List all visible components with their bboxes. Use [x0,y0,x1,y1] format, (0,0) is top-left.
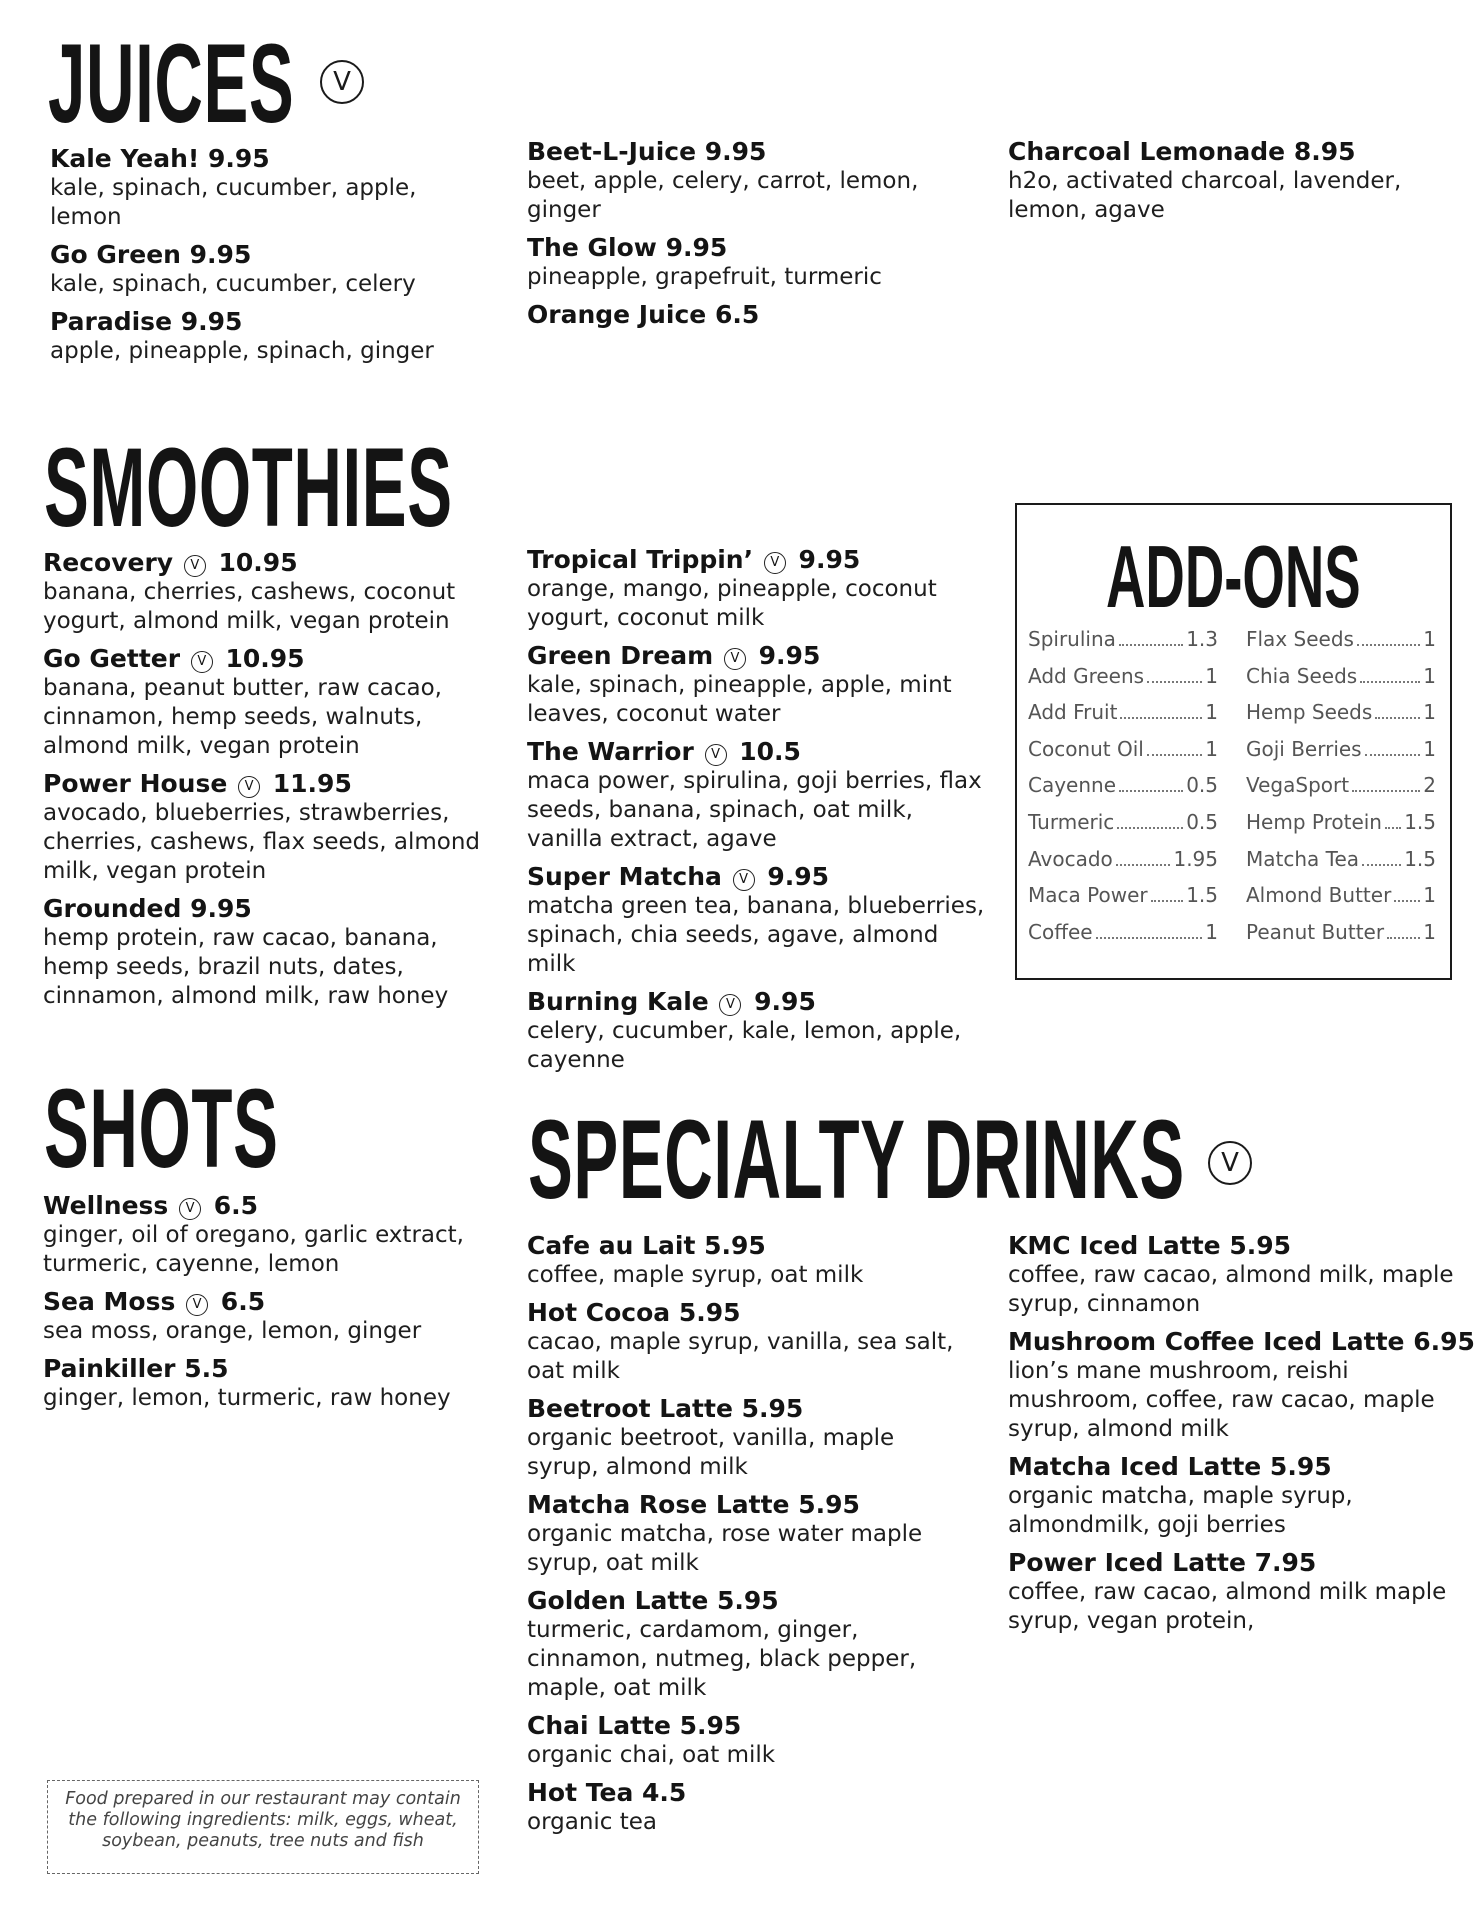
dot-leader [1387,937,1420,939]
menu-item [1008,137,1428,225]
menu-item-price: 5.5 [184,1354,229,1383]
menu-item-description: avocado, blueberries, strawberries, cherries, cashews, flax seeds, almond milk, vegan protein [43,800,481,884]
addon-name: Coconut Oil [1028,736,1144,761]
smoothies-heading: SMOOTHIES [44,425,453,550]
addon-name: Spirulina [1028,627,1116,651]
addon-name: Coffee [1028,919,1093,944]
menu-item-name: Mushroom Coffee Iced Latte 6.95 [1008,1327,1475,1356]
menu-item-description: kale, spinach, cucumber, celery [50,271,416,297]
menu-item-description: banana, peanut butter, raw cacao, cinnamon, hemp seeds, walnuts, almond milk, vegan protein [43,675,442,759]
menu-item-name [43,644,483,674]
menu-item-description: cacao, maple syrup, vanilla, sea salt, oat milk [527,1329,954,1384]
menu-item-name: Chai Latte 5.95 [527,1711,742,1740]
menu-item-description: matcha green tea, banana, blueberries, spinach, chia seeds, agave, almond milk [527,893,985,977]
menu-item-description: coffee, raw cacao, almond milk, maple syrup, cinnamon [1008,1262,1454,1317]
addon-name: Flax Seeds [1246,627,1354,651]
addons-box [1015,503,1452,980]
addon-name: Goji Berries [1246,736,1362,761]
menu-item-description: h2o, activated charcoal, lavender, lemon, agave [1008,168,1402,223]
vegan-icon: V [184,555,206,577]
addon-name: Peanut Butter [1246,919,1385,944]
addon-row [1028,920,1218,957]
menu-item-name [527,641,992,671]
dot-leader [1119,644,1183,646]
shots-heading: SHOTS [44,1066,279,1191]
menu-item-name: Hot Cocoa 5.95 [527,1298,741,1327]
addon-name: Hemp Seeds [1246,700,1373,725]
addons-left-column [1028,627,1218,956]
menu-item-title: The Warrior [527,737,694,766]
menu-item [50,307,470,366]
menu-item-description: beet, apple, celery, carrot, lemon, ginger [527,168,919,223]
menu-item [527,987,992,1075]
addon-price: 1 [1205,919,1218,944]
addon-price: 0.5 [1186,773,1218,798]
menu-item-name: Paradise 9.95 [50,307,243,336]
menu-item [527,1231,967,1290]
dot-leader [1151,900,1184,902]
menu-item-name: Hot Tea 4.5 [527,1778,687,1807]
menu-item-title: Super Matcha [527,862,722,891]
menu-item [43,894,483,1011]
addon-row [1246,810,1436,847]
menu-item-name: Matcha Iced Latte 5.95 [1008,1452,1332,1481]
menu-item-title: Green Dream [527,641,714,670]
dot-leader [1147,681,1202,683]
menu-item-description: kale, spinach, pineapple, apple, mint leaves, coconut water [527,672,952,727]
dot-leader [1375,717,1420,719]
menu-item-description: coffee, raw cacao, almond milk maple syrup, vegan protein, [1008,1579,1447,1634]
menu-item-price: 6.5 [213,1191,259,1220]
shots-column [43,1191,483,1421]
vegan-icon: V [705,744,727,766]
addon-name: Avocado [1028,846,1113,871]
allergen-notice: Food prepared in our restaurant may contain the following ingredients: milk, eggs, wheat, soybean, peanuts, tree nuts and fish [47,1780,479,1874]
menu-item-description: kale, spinach, cucumber, apple, lemon [50,175,417,230]
specialty-drinks-heading: SPECIALTY DRINKS [528,1097,1185,1222]
menu-item [527,545,992,633]
addon-price: 1.95 [1173,846,1218,871]
menu-item-name [43,548,483,578]
addon-price: 1.5 [1404,846,1436,871]
menu-item [1008,1452,1478,1540]
addon-name: Matcha Tea [1246,846,1360,871]
dot-leader [1117,827,1183,829]
addon-name: Add Greens [1028,663,1145,688]
menu-item [527,1778,967,1837]
juices-column-1 [50,144,470,374]
menu-item-price: 9.95 [767,862,829,891]
menu-item-price: 6.5 [220,1287,266,1316]
juices-heading: JUICES [48,21,295,146]
addon-row [1028,627,1218,664]
menu-item [43,1354,483,1413]
menu-item-name: Power Iced Latte 7.95 [1008,1548,1317,1577]
addon-name: Maca Power [1028,883,1148,908]
addon-price: 1.3 [1186,627,1218,651]
menu-item-description: hemp protein, raw cacao, banana, hemp seeds, brazil nuts, dates, cinnamon, almond milk, raw honey [43,925,449,1009]
menu-item-name: Beetroot Latte 5.95 [527,1394,804,1423]
menu-item-description: turmeric, cardamom, ginger, cinnamon, nutmeg, black pepper, maple, oat milk [527,1617,917,1701]
dot-leader [1394,900,1420,902]
addon-price: 1.5 [1404,809,1436,834]
menu-item-description: orange, mango, pineapple, coconut yogurt, coconut milk [527,576,937,631]
menu-item-description: maca power, spirulina, goji berries, flax seeds, banana, spinach, oat milk, vanilla extract, agave [527,768,982,852]
menu-item [527,1394,967,1482]
menu-item-price: 9.95 [798,545,861,574]
addon-row [1028,700,1218,737]
menu-item [527,1711,967,1770]
addon-name: Cayenne [1028,773,1117,798]
addon-row [1028,737,1218,774]
menu-item [527,1586,967,1703]
dot-leader [1360,681,1420,683]
menu-item [43,1287,483,1346]
addon-row [1028,664,1218,701]
addon-name: Almond Butter [1246,883,1392,908]
addon-row [1246,664,1436,701]
vegan-icon: V [1208,1141,1252,1185]
vegan-icon: V [764,552,786,574]
addons-right-column [1246,627,1436,956]
menu-item-name [527,987,992,1017]
addon-row [1246,773,1436,810]
addon-price: 1.5 [1186,883,1218,908]
vegan-icon: V [186,1294,208,1316]
addon-row [1028,810,1218,847]
menu-item-description: organic chai, oat milk [527,1742,776,1768]
menu-item-name [527,545,992,575]
menu-item-title: Tropical Trippin’ [527,545,754,574]
vegan-icon: V [724,648,746,670]
dot-leader [1120,717,1202,719]
menu-item-name [43,1287,483,1317]
menu-item-description: ginger, lemon, turmeric, raw honey [43,1385,451,1411]
vegan-icon: V [320,60,364,104]
smoothies-column-2 [527,545,992,1083]
specialty-column-1 [527,1231,967,1845]
menu-item-title: Power House [43,769,228,798]
addon-price: 1 [1423,663,1436,688]
dot-leader [1357,644,1420,646]
dot-leader [1365,754,1421,756]
dot-leader [1362,864,1401,866]
addon-row [1028,883,1218,920]
menu-item-title: Painkiller [43,1354,176,1383]
menu-item-name: Go Green 9.95 [50,240,252,269]
menu-item-description: organic matcha, maple syrup, almondmilk, goji berries [1008,1483,1353,1538]
menu-item-name: Cafe au Lait 5.95 [527,1231,766,1260]
menu-item-title: Sea Moss [43,1287,176,1316]
menu-item [527,1490,967,1578]
vegan-icon: V [179,1198,201,1220]
menu-item [527,641,992,729]
addon-price: 2 [1423,773,1436,798]
menu-item-name [527,737,992,767]
menu-item [527,233,947,292]
addon-name: Chia Seeds [1246,663,1358,688]
addon-price: 1 [1423,736,1436,761]
addon-price: 1 [1423,883,1436,908]
menu-item [43,644,483,761]
menu-item-description: sea moss, orange, lemon, ginger [43,1318,422,1344]
juices-column-2 [527,137,947,338]
addon-price: 1 [1205,663,1218,688]
smoothies-column-1 [43,548,483,1019]
menu-item-name: Orange Juice 6.5 [527,300,760,329]
menu-item-name: The Glow 9.95 [527,233,728,262]
addon-price: 0.5 [1186,809,1218,834]
vegan-icon: V [238,776,260,798]
menu-item-price: 9.95 [190,894,252,923]
addons-heading: ADD-ONS [1106,527,1361,626]
menu-item-name: Kale Yeah! 9.95 [50,144,270,173]
dot-leader [1116,864,1171,866]
menu-item-name [527,862,992,892]
menu-item [43,548,483,636]
menu-item-name: Charcoal Lemonade 8.95 [1008,137,1356,166]
menu-item-price: 10.5 [739,737,801,766]
addon-price: 1 [1423,627,1436,651]
dot-leader [1385,827,1401,829]
menu-item [43,769,483,886]
menu-item-description: banana, cherries, cashews, coconut yogurt, almond milk, vegan protein [43,579,456,634]
menu-item-name [43,1354,483,1384]
menu-item-title: Go Getter [43,644,181,673]
menu-item-price: 10.95 [218,548,298,577]
menu-item [50,240,470,299]
vegan-icon: V [733,869,755,891]
addon-row [1246,700,1436,737]
addon-price: 1 [1423,919,1436,944]
menu-item-name [43,894,483,924]
menu-item-name: Golden Latte 5.95 [527,1586,779,1615]
addon-price: 1 [1205,700,1218,725]
menu-item [527,137,947,225]
addon-row [1246,920,1436,957]
addon-name: Hemp Protein [1246,809,1382,834]
menu-item [527,737,992,854]
menu-item [1008,1231,1478,1319]
menu-item [1008,1548,1478,1636]
menu-item-description: ginger, oil of oregano, garlic extract, turmeric, cayenne, lemon [43,1222,464,1277]
menu-item-name [43,1191,483,1221]
addon-row [1246,627,1436,664]
menu-item-price: 11.95 [272,769,352,798]
menu-item-description: coffee, maple syrup, oat milk [527,1262,864,1288]
menu-item-title: Grounded [43,894,182,923]
dot-leader [1119,790,1183,792]
menu-item-name: Matcha Rose Latte 5.95 [527,1490,860,1519]
menu-item-name: Beet-L-Juice 9.95 [527,137,767,166]
addon-price: 1 [1423,700,1436,725]
menu-item-title: Wellness [43,1191,169,1220]
menu-item-description: celery, cucumber, kale, lemon, apple, cayenne [527,1018,962,1073]
dot-leader [1352,790,1420,792]
menu-item-description: pineapple, grapefruit, turmeric [527,264,882,290]
addon-name: VegaSport [1246,773,1350,798]
addon-row [1028,773,1218,810]
menu-item-price: 10.95 [225,644,305,673]
menu-item-description: organic beetroot, vanilla, maple syrup, almond milk [527,1425,895,1480]
menu-item-title: Burning Kale [527,987,709,1016]
menu-item-description: organic tea [527,1809,658,1835]
addon-name: Turmeric [1028,809,1115,834]
addon-row [1028,847,1218,884]
menu-item-price: 9.95 [754,987,816,1016]
menu-item-name [43,769,483,799]
dot-leader [1147,754,1202,756]
vegan-icon: V [719,994,741,1016]
menu-item [50,144,470,232]
dot-leader [1096,937,1203,939]
juices-column-3 [1008,137,1428,233]
menu-item-price: 9.95 [758,641,821,670]
menu-item [1008,1327,1478,1444]
addon-row [1246,847,1436,884]
menu-item-title: Recovery [43,548,174,577]
menu-item [527,300,947,330]
menu-item [527,1298,967,1386]
specialty-column-2 [1008,1231,1478,1644]
menu-item-description: apple, pineapple, spinach, ginger [50,338,434,364]
menu-item [43,1191,483,1279]
addon-row [1246,737,1436,774]
menu-item-description: lion’s mane mushroom, reishi mushroom, coffee, raw cacao, maple syrup, almond milk [1008,1358,1435,1442]
menu-item [527,862,992,979]
addon-row [1246,883,1436,920]
menu-item-description: organic matcha, rose water maple syrup, oat milk [527,1521,923,1576]
vegan-icon: V [191,651,213,673]
addon-price: 1 [1205,736,1218,761]
menu-item-name: KMC Iced Latte 5.95 [1008,1231,1292,1260]
addon-name: Add Fruit [1028,700,1118,725]
